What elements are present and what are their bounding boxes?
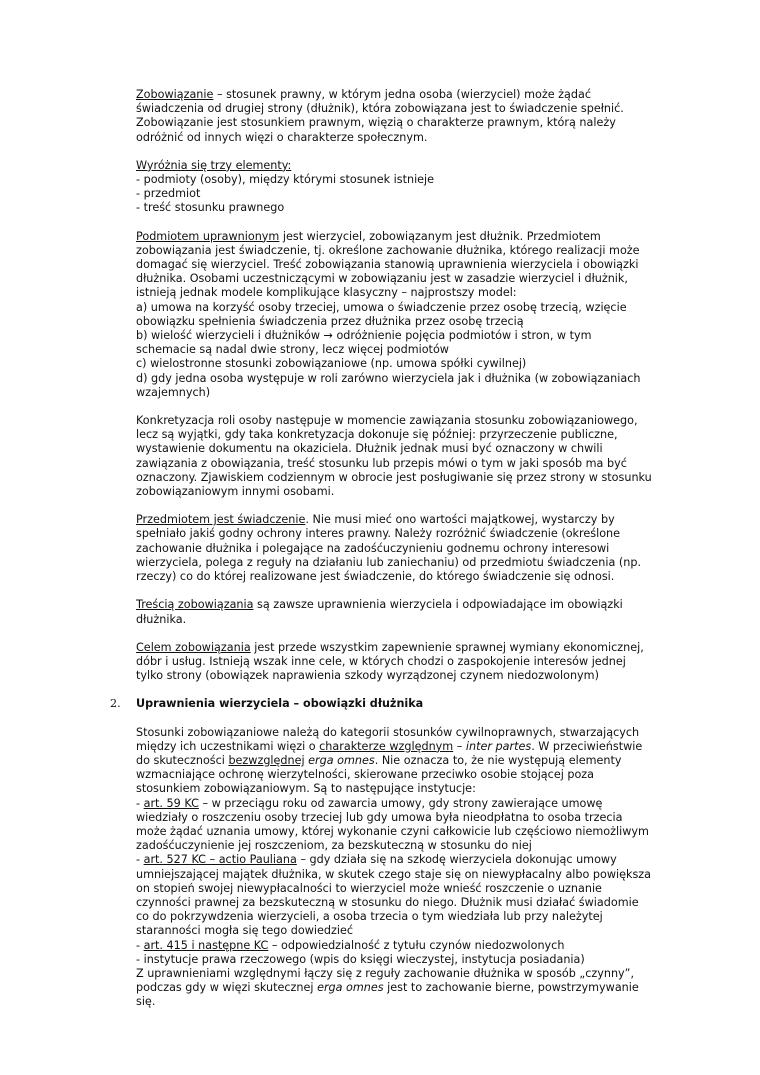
text-line: c) wielostronne stosunki zobowiązaniowe (np. umowa spółki cywilnej) (136, 357, 527, 371)
text-line: co do pokrzywdzenia wierzycieli, a osoba trzecia o tym wiedziała lub przy należytej (136, 910, 603, 924)
text-line: lecz są wyjątki, gdy taka konkretyzacja dokonuje się później: przyrzeczenie publiczne, (136, 428, 618, 442)
text-line: on stopień swojej niewypłacalności to wierzyciel może wnieść roszczenie o uznanie (136, 881, 602, 895)
text-line: do skuteczności bezwzględnej erga omnes. Nie oznacza to, że nie występują elementy (136, 753, 622, 767)
text-line: czynności prawnej za bezskuteczną w stosunku do niego. Dłużnik musi działać świadomie (136, 895, 639, 909)
term-underlined: Zobowiązanie (136, 88, 214, 101)
section-number: 2. (110, 697, 121, 711)
text-line: d) gdy jedna osoba występuje w roli zarówno wierzyciela jak i dłużnika (w zobowiązaniach (136, 371, 641, 385)
paragraph-elements (136, 159, 656, 216)
section-title: Uprawnienia wierzyciela – obowiązki dłużnika (136, 697, 424, 711)
paragraph-object (136, 513, 656, 584)
text-line: zachowanie dłużnika i polegające na zadośćuczynieniu godnemu ochrony interesowi (136, 541, 610, 555)
text-line: Podmiotem uprawnionym jest wierzyciel, zobowiązanym jest dłużnik. Przedmiotem (136, 229, 601, 243)
text-line: odróżnić od innych więzi o charakterze społecznym. (136, 130, 428, 144)
text-line: zobowiązania jest świadczenie, tj. określone zachowanie dłużnika, którego realizacji może (136, 243, 640, 257)
text-line: - instytucje prawa rzeczowego (wpis do księgi wieczystej, instytucja posiadania) (136, 952, 585, 966)
text-line: wiedziały o roszczeniu osoby trzeciej lub gdy umowa była nieodpłatna to osoba trzecia (136, 810, 623, 824)
text-line: dłużnika. Osobami uczestniczącymi w zobowiązaniu jest w zasadzie wierzyciel i dłużnik, (136, 272, 628, 286)
text-line: - art. 415 i następne KC – odpowiedzialność z tytułu czynów niedozwolonych (136, 938, 565, 952)
term-underlined: Celem zobowiązania (136, 640, 251, 654)
text-line: Zobowiązanie jest stosunkiem prawnym, więzią o charakterze prawnym, którą należy (136, 116, 616, 130)
text-line: może żądać uznania umowy, której wykonanie czyni całkowicie lub częściowo niemożliwym (136, 824, 649, 838)
text-line: umniejszającej majątek dłużnika, w skutek czego staje się on niewypłacalny albo powiększa (136, 867, 652, 881)
text-line: dóbr i usług. Istnieją wszak inne cele, w których chodzi o zaspokojenie interesów jednej (136, 654, 626, 668)
paragraph-creditor-rights (136, 726, 656, 1010)
text-line: Przedmiotem jest świadczenie. Nie musi mieć ono wartości majątkowej, wystarczy by (136, 513, 615, 527)
list-item: - podmioty (osoby), między którymi stosunek istnieje (136, 173, 435, 187)
paragraph-subjects (136, 230, 656, 400)
term-underlined: Treścią zobowiązania (136, 598, 254, 612)
text-line: a) umowa na korzyść osoby trzeciej, umowa o świadczenie przez osobę trzecią, wzięcie (136, 300, 627, 314)
latin-term: erga omnes (308, 753, 375, 767)
term-underlined: bezwzględnej (228, 753, 305, 767)
text-line: wzmacniające ochronę wierzytelności, skierowane przeciwko osobie stojącej poza (136, 768, 595, 782)
text-line: spełniało jakiś godny ochrony interes prawny. Należy rozróżnić świadczenie (określone (136, 527, 621, 541)
text-line: wystawienie dokumentu na okaziciela. Dłużnik jednak musi być oznaczony w chwili (136, 442, 603, 456)
text-line: obowiązku spełnienia świadczenia przez dłużnika przez osobę trzecią (136, 314, 524, 328)
elements-heading: Wyróżnia się trzy elementy: (136, 158, 292, 172)
text-line: dłużnika. (136, 612, 187, 626)
term-underlined: Podmiotem uprawnionym (136, 229, 280, 243)
paragraph-purpose (136, 641, 656, 684)
text-line: oznaczony. Zjawiskiem codziennym w obrocie jest posługiwanie się przez strony w stosunku (136, 470, 652, 484)
article-reference: art. 527 KC – actio Pauliana (143, 853, 297, 867)
section-heading (110, 697, 656, 711)
paragraph-content (136, 598, 656, 626)
latin-term: inter partes (465, 739, 532, 753)
term-underlined: charakterze względnym (319, 739, 454, 753)
text-line: podczas gdy w więzi skutecznej erga omnes jest to zachowanie bierne, powstrzymywanie (136, 981, 639, 995)
text-line: wierzyciela, polega z reguły na działaniu lub zaniechaniu) od przedmiotu świadczenia (np. (136, 555, 642, 569)
article-reference: art. 415 i następne KC (143, 938, 269, 952)
text-line: rzeczy) co do której realizowane jest świadczenie, do którego świadczenie się odnosi. (136, 570, 615, 584)
text-line: między ich uczestnikami więzi o charakterze względnym – inter partes. W przeciwieństwie (136, 739, 643, 753)
text-line: zadośćuczynienie jej roszczeniom, za bezskuteczną w stosunku do niej (136, 839, 532, 853)
text-line: Zobowiązanie – stosunek prawny, w którym jedna osoba (wierzyciel) może żądać (136, 88, 591, 101)
text-line: - art. 527 KC – actio Pauliana – gdy działa się na szkodę wierzyciela dokonując umowy (136, 853, 617, 867)
text-line: schemacie są nadal dwie strony, lecz więcej podmiotów (136, 343, 449, 357)
text-line: b) wielość wierzycieli i dłużników → odróżnienie pojęcia podmiotów i stron, w tym (136, 329, 592, 343)
paragraph-definition (136, 88, 656, 145)
term-underlined: Przedmiotem jest świadczenie (136, 513, 306, 527)
text-line: świadczenia od drugiej strony (dłużnik), która zobowiązana jest to świadczenie spełnić. (136, 102, 624, 116)
list-item: - przedmiot (136, 187, 201, 201)
text-line: stosunkiem zobowiązaniowym. Są to następujące instytucje: (136, 782, 476, 796)
latin-term: erga omnes (317, 981, 384, 995)
text-line: Stosunki zobowiązaniowe należą do kategorii stosunków cywilnoprawnych, stwarzających (136, 725, 640, 739)
article-reference: art. 59 KC (143, 796, 199, 810)
text-line: wzajemnych) (136, 385, 211, 399)
text-line: zobowiązaniowym innymi osobami. (136, 485, 335, 499)
text-line: Treścią zobowiązania są zawsze uprawnienia wierzyciela i odpowiadające im obowiązki (136, 598, 623, 612)
paragraph-concretization (136, 414, 656, 499)
text-line: zawiązania z obowiązania, treść stosunku lub przepis mówi o tym w jaki sposób ma być (136, 456, 627, 470)
text-line: - art. 59 KC – w przeciągu roku od zawarcia umowy, gdy strony zawierające umowę (136, 796, 603, 810)
text-line: Celem zobowiązania jest przede wszystkim zapewnienie sprawnej wymiany ekonomicznej, (136, 640, 644, 654)
list-item: - treść stosunku prawnego (136, 201, 285, 215)
text-line: staranności mogła się tego dowiedzieć (136, 924, 353, 938)
text-line: Konkretyzacja roli osoby następuje w momencie zawiązania stosunku zobowiązaniowego, (136, 414, 638, 428)
text-line: tylko strony (obowiązek naprawienia szkody wyrządzonej czynem niedozwolonym) (136, 669, 599, 683)
text-line: się. (136, 995, 156, 1009)
text-line: Z uprawnieniami względnymi łączy się z reguły zachowanie dłużnika w sposób „czynny”, (136, 966, 635, 980)
document-body (110, 88, 656, 1024)
text-line: domagać się wierzyciel. Treść zobowiązania stanowią uprawnienia wierzyciela i obowiązki (136, 258, 639, 272)
text-line: istnieją jednak modele komplikujące klasyczny – najprostszy model: (136, 286, 517, 300)
